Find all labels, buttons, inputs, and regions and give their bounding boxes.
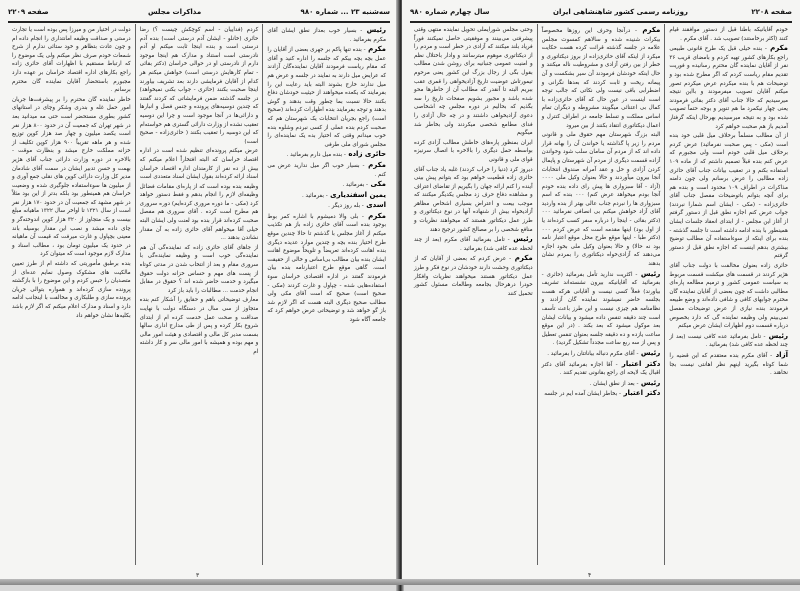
paragraph xyxy=(414,235,533,253)
speaker-name: حائری زاده xyxy=(345,150,386,159)
paragraph xyxy=(267,201,386,211)
paragraph-text: خودم آقایانیکه باطنا قبل از دستور موافقند قیام کنند (اکثر برخاستند) تصویب شد . آقای مکرم . xyxy=(669,27,788,42)
paragraph xyxy=(542,349,661,359)
paragraph-text: - بفرمائید . xyxy=(342,182,369,189)
left-page-columns xyxy=(8,24,390,565)
speaker-name: رئیس xyxy=(638,348,661,357)
right-page xyxy=(402,0,800,585)
paragraph xyxy=(669,26,788,43)
paragraph-text: بنده برطبق مأموریتی که داشته ام از طرز تعیین مالکیت های مشکوک وصول نمایم عده‌ای از متصدیان را حبس کردم و این موضوع را با بازگشته پرونده سازی کرده‌اند و همواره بتوالی جریان پرونده سازی و طلبکاری و مخالفت با اینجانب ادامه دارد و اسناد و مدارک اعلام میکنم که اگر لازم باشد بکلیه‌ها نشان خواهم داد xyxy=(11,261,131,319)
header-rule xyxy=(8,21,390,23)
right-page-header-title: روزنامه رسمی کشور شاهنشاهی ایران xyxy=(552,8,688,16)
speaker-name: رئیس xyxy=(509,235,533,244)
paragraph xyxy=(669,44,788,131)
paragraph xyxy=(267,161,386,179)
paragraph-text: البته بزرگ شهرستان مهم حقوق ملی و قانونی مردم را زیر پا گذاشته یا خواندن آن را بهانه قرار داده اند که از مردم آن سامان سلب شود وخواندن آزاده قسمت دیگری از مردم آن شهرستان و پایمال کردن آزادی و حل و عقد آمرانه صندوق انتخابات آنجا بیرون میآوردند و حالا بعنوان وکیل ملی ۰۰۰۰ (آزاد - آقا سبزواری ها پیش رای داده بنده خودم آنجا بودم میخواهد عرض کنم) ۰۰۰ بنده که اسم سبزواری ها را نبردم جناب عالی بهتر از بنده واردید آقای آزاد خواهش میکنم بی انصافی نفرمائید ۰۰۰ (دکتر بقائی - اینجا را درباره سفر کسب کرده‌اند یا از اول بود) اینها مقدمه است که عرض کردم ۰۰۰ (دکتر طبا - اینها موقع طرح محل موقع اعتبار نامه بود نه حالا) و حالا بعنوان وکیل ملی بخود اجازه می‌دهند که آزادی‌خواه دیکتاتوری را بمردم نشان بدهند xyxy=(541,132,661,268)
paragraph-text: - بفرمائید . xyxy=(302,192,328,199)
paragraph-text: کردم (فداییان - اسم کوچکش چیست ؟) رضا حائری (خانلو - ایشان آدم درستی است) بنده آدم درستی است و بنده اینجا ثابت میکنم او آدم نادرستی است استناد و مدارک هم اینجا موجود دارم از نادرستی او در حوالی خراسان (دکتر بقائی - تمام کارهایش درستی است) خواهش میکنم هر کدام از آقایان فرمایشی دارند بعد تشریف بیاورند اینجا صحبت بکنند (حائری - جواب بکنی نمیخواهد) در جلسه گذشته ضمن فرمایشاتی که کردند گفتند که چندین دوسیه‌های پرونده و جنس فصل و انبارها و دارائی‌ها در آنجا موجود است و چرا این دوسیه تعقیب نشده از وزارت دارائی گستری هم خواسته‌ام که این دوسیه را تعقیب بکنند ( حائری‌زاده - صحیح است) xyxy=(139,27,259,145)
right-page-header-page-number: صفحه ۲۲۰۸ xyxy=(751,8,792,16)
right-page-column-2 xyxy=(538,24,666,565)
paragraph-text: خاطر نماینده گان محترم را بر پیشرفت‌ها جریان امور حمل غله و بندری وشکر وچای در استانهای کشور بطوری مستحضر است حتی مه میدانید بعد در شهر تهران که جمعیت آن در حدود ۸۰۰ هزار نفر است یکصد میلیون و چهار صد هزار کوپن توزیع شده و هر ماهه تقریباً ۹۰۰ هزار کوپن تکلیف از خزانه مملکت خارج میشد و بنظارت موقت - بالاخره در دوره وزارت دارائی جناب آقای هژیر بهمت و حسن تدبیر ایشان در سمت آقای شادمان مدیر کل وزارت دارائی کوپن های نقلی جمع آوری و از میلیون ها سوءاستفاده جلوگیری شده و وضعیت خراسان هم همینطور بود بلکه بدتر از این بود مثلاً در شهر مشهد که جمعیت آن در حدود ۱۷۰ هزار نفر است از سال ۱۳۲۱ تا اواخر سال ۱۳۲۲ ماهیانه مبلغ بیست و یک متجاوز از ۳۲۰ هزار کوپن اندوخته‌گر و چای داده میشد و نصب این مقدار بوسیله باند معینی بچپاول و غارت میرفت که قیمت آن ماهیانه در حدود یک میلیون تومان بود ، مطالب اسناد و مدارک لازم موجود است که میتوان کرد xyxy=(11,96,131,258)
right-page-header xyxy=(410,6,792,18)
paragraph-text: - بنده خیلی قبل یک طرح قانونی طبیعی راجع بکارهای کشور تهیه کردم و بامضای قریب ۳۶ نفر از آقایان نماینده گان محترم رسانیده و فوریت تقدیم مقام ریاست کردم که اگر مطرح شده بود و توضیحات هم با بنده میکردم عرض میکردم تصور میکنم آقایان تصویب میفرمودند و بااین نتیجه میرسیدیم که حالا جناب آقای دکتر بقائی فرمودند یعنی چهار نیکمرد ما هم تنویر و بوجه حتماً تصویب شده بود و به نتیجه میرسیدیم بهرحال اینکه گرفتار آمدیم باز هم صحبت خواهم کرد xyxy=(669,46,788,130)
paragraph-text: وحتی مجلس شورایملی تحویل نماینده منتهی وقتی پیشرفتی می‌بینند و موفقیتی حاصل نمیکنند فوراً فریاد بلند میکنند که آزادی در خطر است و مردم را از دیکتاتوری موهوم میترسانند و وادار باختلال نظم و امنیت عمومی جنبانیه برای روشن شدن مطالب بقول بگی از رجال بزرگ این کشور یعنی مرحوم تیمورتاش عوضیت تاریخ آزادیخواهی را قمری عقب ببریم البته تا آنقدر که مطالب آن از خاطرها محو شده باشد و مجبور بشویم صفحات تاریخ را سه بگذیم که بحالیم در دوره مجلس چه اشخاصی دعوی آزادیخواهی داشتند و در چه حال آزادی را فدای مطامع شخصی میکردند ولی بخاطر شد میگویم xyxy=(413,27,533,137)
paragraph-text: از آن مطالب مسلماً برخلاف میل قلبی خود بنده است (مکی - پس صحبت نفرمائید) عرض کردم برخلاف میل قلبی خودم است ولی مجبورم که عرض کنم بنده قبلاً تصمیم داشتم که از ماده ۱۰۹ استفاده بکنم و در تعقیب بیانات جناب آقای حائری زاده مطالبی را عرض برسانم ولی چون دامنه مذاکرات در اطراف ۱۰۹ محدود است و بنده هم برای آنچه بتوانم باتوضیحات مفصل جناب آقای حائری‌زاده - (مکی - ایشان اسم شمارا نبردند) جواب عرض کنم اجازه نطق قبل از دستور گرفتم از آغاز این مجلس - از ابتدای انعقاد جلسات ایشان همینطور با بنده ادامه داشته است تا جلسه گذشته - بنده برای اینکه از سوءاستفاده آن مطالب توضیح بیشتری بدهم اینست که اجازه نطق قبل از دستور گرفتم xyxy=(669,133,788,260)
paragraph-text: ایران بمنظور پاره‌های خاطش مطالب آزادی کرده بواسطه حمل دیگری را بالاخره با اتصال سرنیزه قوای ملی و قانونی xyxy=(413,139,533,163)
paragraph-text: - تامل بفرمائید آقای مکرم (بعد از چند لحظه عده کافی شد) بفرمائید . xyxy=(413,237,533,252)
paragraph-text: - بنده تنها پاکم بر جهری بعضی از آقایان را عمل بچه بچه بیکم که جلسه را اداره کنید و آقای که مقام ریاست فرمودند آقایان نماینده‌گان آزادند که عرایض میل دارند به نمایند در جلسه و عرض هم میل ندارند خارج بشوند البته باید رعایت این را بفرمایند که یکعده میخواهند از حیثیت خودشان دفاع بکنند حالا نسبت بما چطور وقت بدهند و گوش بدهند و توجه بفرمایند بنده اظهارات کرده‌اند (صحیح است) راجع بجریان انتخابات یک شهرستان هم که صحبت کردم بنده عملی از کسی نبردم وشلوه بنده خوب میدانم وقتی که اختیار بده یک نماینده‌ای را مجلس شورای ملی طرفی xyxy=(267,47,386,148)
paragraph-text: - بسیار خوب اگر میل ندارید عرض می کنم . xyxy=(267,162,386,178)
paragraph xyxy=(12,96,131,259)
speaker-name: مکرم xyxy=(766,44,789,53)
right-page-column-1 xyxy=(665,24,792,565)
speaker-name: اسدی xyxy=(363,201,386,210)
header-rule xyxy=(410,21,792,23)
speaker-name: مکرم xyxy=(364,160,387,169)
paragraph xyxy=(669,332,788,350)
paragraph xyxy=(542,131,661,269)
paragraph xyxy=(542,379,661,389)
speaker-name: مکرم xyxy=(363,211,387,220)
left-page-header xyxy=(8,6,390,18)
right-page-column-3 xyxy=(410,24,538,565)
paragraph-text: - بلی والا دمیشوم با اشاره کمر بوط بوجود بنده است آقای حائری زاده باز هم تکذیب میکنم از آغاز مجلس با گذشتم تا حالا چندین موقع طرح اختیار بنده بچه و چندین موارد عدیده دیگری بنده اهانت کرده‌اند تعریضاً و تلویحاً موضوع اهانت ایشان بنده بیان مطالب بی‌اساس و خالی از حقیقت است. گاهی موقع طرح اعتبارنامه بنده بیان فرمودند گفتند در اداره اقتصادی خراسان سوء استفاده‌هایی شده - چپاول و غارت کردند (مکی - صحیح است) صحیح که است آقای مکی ولی مطالب صحیح دیگری البته هست که اگر لازم شد باز گو خواهد شد و توضیحاتی عرض خواهم کرد که جامعه آگاه شود xyxy=(267,213,386,323)
paragraph xyxy=(12,26,131,95)
paragraph xyxy=(414,26,533,138)
paragraph xyxy=(542,26,661,130)
paragraph-text: دیروز کرد (دنیا را خراب کردند) غلبه یاد جناب آقای حائری زاده قطعیت خواهم بود که بتوانم پیش بینی آینده را کنم ارائه جهان را بگیریم از تقاضای اعتراف و مشاهده دفاع حرف زد مجلس یکدیگر میکنند که موجب بیعت و اعتراض بسیاری اشخاص مظاهر آزادیخواه بیش از شنهاده آنها در نوع دیکتاتوری و طرز عمل دیکتاتور هستند که میخواهند نظریات و منافع شخصی را بر مصالح کشور ترجیح دهند xyxy=(413,166,533,233)
speaker-name: مکرم xyxy=(637,26,661,34)
paragraph xyxy=(267,212,386,325)
paragraph xyxy=(267,191,386,201)
paragraph xyxy=(669,351,788,378)
left-page-column-3 xyxy=(8,24,136,565)
paragraph xyxy=(140,296,259,356)
speaker-name: رئیس xyxy=(362,26,386,34)
paragraph xyxy=(414,166,533,235)
paragraph-text: - آقای مکرم بنده معتقدم که این قضیه را شما کوتاه بگیرید اینهم نظر اهانتی نیست بجا نخاهند . xyxy=(669,352,788,377)
paragraph xyxy=(140,147,259,181)
speaker-name: یمین اسفندیاری xyxy=(327,190,386,199)
paragraph xyxy=(669,262,788,331)
speaker-name: رئیس xyxy=(765,331,788,340)
paragraph-text: - درآنجا وحرف این روزها مخصوصاً بیکرات شنیده شده و سالاهم کمسوت مجلس علامه در جلسه گذشته قرائت کرده هست حکایت میکرد از اینکه آقای حائری‌زاده از بروز دیکتاتوری و خطر از بین رفتن آزادی و مشروطیت ناله میکنند و حال اینکه خودشان فرمودند آن سیر بشکست و آن پیمانه ریخت و ثابت کردند که بعدها نگرانی و اضطرابی باقی نیست ولی نکاتی که جالب توجه است اینست در عین حال که آقای حائری‌زاده با کمال بی اعتنائی میگویند مشروطه و دیگران تمام اساس مملکت و تسلط جامعه در اطراف کنترل و اعمال دیکتاتوری انتقاد بکنند از بین میرود xyxy=(541,28,661,129)
paragraph-text: - اکثریت ندارید تأمل بفرمائید (حائری - بفرمائید که آقایانیکه بیرون نشسته‌اند تشریف بیاورند) فعلاً کسی نیست و آقایانی هرکه هست بجلسه حاضر نمیشوند نماینده گان آزادند و نظامنامه هم چیزی نیست و این طرز باعث تأسف است چند دقیقه تنفس داده میشود و بیانات ایشان بعد موکول میشود که بعد بکند . (در این موقع ساعت یازده و ده دقیقه جلسه بعنوان تنفس تعطیل و پس از سه ربع ساعت مجدداً تشکیل گردید) . xyxy=(541,271,661,347)
paragraph-text: - بخاطر ایشان آمده ایم در جلسه xyxy=(544,391,622,398)
left-page-footer-number: ۳ xyxy=(196,572,200,579)
paragraph xyxy=(140,244,259,296)
paragraph-text: از جاهای آقای حائری زاده که نماینده‌گی آن هم نماینده‌گی خوب است و وظیفه نماینده‌گی با سروری مقام و بعد از انتخاب شدن در مدتی کوتاه از پست های مهم و حساس خزانه دولت حقوق میگیرد و خدمت حاضر شده اند ؟ حقوق در مقابل انجام خدمت ... مطالبات را باید باز کرد xyxy=(139,244,259,294)
speaker-name: مکرم xyxy=(365,45,386,54)
paragraph xyxy=(542,270,661,348)
paragraph-text: عرض میکنم پرونده‌ای تنظیم شده است در اداره اقتصاد خراسان که البته افتخاراً اعلام میکنم که بیش از ده نفر از کارمندان اداره اقتصاد خراسان اسناد ارائه کرده‌اند بقول ایشان اسناد متعددی است xyxy=(139,148,259,181)
speaker-name: مکرم xyxy=(511,254,533,263)
paragraph xyxy=(542,389,661,399)
paragraph-text: - بعد از نطق ایشان . xyxy=(589,380,639,387)
paragraph-text: - تامل بفرمائید عده کافی نیست (بعد از چند لحظه عده کافی شد) بفرمائید . xyxy=(669,333,788,349)
left-page-header-page-number: صفحه ۲۲۰۹ xyxy=(8,8,49,16)
paragraph xyxy=(669,132,788,261)
paragraph xyxy=(267,180,386,190)
left-page-header-issue: سه‌شنبه ۲۳ ... شماره ۹۸۰ xyxy=(300,8,390,16)
left-page-column-2 xyxy=(136,24,264,565)
paragraph-text: دولت در اختیار من و میرزا پس بوده است یا تجارت درستی و صداقت وظیفه امانتداری را انجام داده ام و چون عادت بتظاهر و خود ستائی ندارم از شرح شمعات خودم صرف نظر میکنم ولی یک موضوع را که ارتباط مستقیم با اظهارات آقای حائری زاده راجع بکارهای اداره اقتصاد خراسان بر عهده دارد مجبورم باستحضار آقایان نماینده گان محترم برسانم . xyxy=(11,27,131,94)
scan-bottom-edge xyxy=(0,579,800,585)
speaker-name: دکتر اعتبار xyxy=(617,359,661,368)
paragraph-text: معارف توضیحاتی باهم و حقایق را آشکار کنم بنده متجاوز از سی سال در دستگاه دولت با نهایت صداقت و صحت عمل خدمت کرده ام از ابتدای شروع بکار کرده و پس از طی مدارج اداری سالها بسمت مدیر کل مالی و اقتصادی و هیئت امور مالی و مهم بوده و همیشه با امور مالی سر و کار داشته ام xyxy=(139,297,259,355)
left-page-header-title: مذاکرات مجلس xyxy=(147,8,202,16)
paragraph xyxy=(542,360,661,378)
paragraph-text: - بسیار خوب بعداز نطق ایشان آقای مکرم بفرمائید . xyxy=(267,28,386,43)
paragraph-text: وظیفه بنده بوده است که از پاره‌ای مقامات فضائل وظیفه‌ای لازم را انجام بدهم و فقط دستور خواهد کرد (مکی - ما دوره مروری کرده‌ایم) دوره سروری هم مطرح است کرده . آقای سروری هم مفصل صحبت کرده‌اند قرار بنده بود لعنت ولی ایشان البته خیلی آقا میخواهم آقای حائری زاده به آن مقدار نشاندن بدهند ... xyxy=(139,183,259,242)
left-page-column-1 xyxy=(263,24,390,565)
left-page xyxy=(0,0,398,585)
paragraph-text: - آقای مکرم دنباله بیاناتتان را بفرمائید . xyxy=(547,350,639,357)
paragraph-text: - بنده میل دارم بفرمائید . xyxy=(286,152,346,159)
paragraph xyxy=(267,150,386,160)
paragraph-text: - بله روز دیگر . xyxy=(328,203,364,210)
paragraph xyxy=(140,26,259,146)
right-page-footer-number: ۴ xyxy=(588,572,592,579)
speaker-name: مکی xyxy=(368,180,386,189)
paragraph xyxy=(12,260,131,320)
paragraph xyxy=(140,183,259,243)
paragraph xyxy=(414,139,533,165)
right-page-columns xyxy=(410,24,792,565)
paragraph-text: حائری زاده بعنوان مخالفت با دولت جناب آقای هژیر کردند در قسمت های میکشت قسمت مربوط به سیاست عمومی کشور و ترمیم مطالعه پاره‌ای مطالبی داشت که چون بعضی از آقایان نماینده گان محترم جوابهای کافی و شافی داده‌اند و وضع طبیعه فرمودند بنده نیازی از عرض توضیحات مفصل نمی‌بینم ولی وظیفه نماینده گی که دارد بخصوص درباره قسمت دوم اظهارات ایشان عرض میکنم xyxy=(669,263,788,330)
paragraph-text: - آقا اجازه بفرمائید آقای دکتر اقبال یک لایحه ای راجع بقانونی تقدیم کنند . xyxy=(541,361,661,377)
speaker-name: رئیس xyxy=(638,378,661,387)
paragraph xyxy=(267,26,386,44)
paragraph xyxy=(414,254,533,298)
paragraph xyxy=(267,45,386,149)
speaker-name: آزاد xyxy=(772,350,788,359)
speaker-name: دکتر اعتبار xyxy=(621,389,661,398)
speaker-name: رئیس xyxy=(637,269,661,278)
right-page-header-issue: سال چهارم شماره ۹۸۰ xyxy=(410,8,490,16)
paragraph-text: - عرض کردم که بعضی از آقایان که از دیکتاتوری وحشت دارند خودشان در نوع فکر و طرز عمل دیکتاتور هستند میخواهند نظریات وافکار خودرا درهرحال بجامعه وطالعات مسئول کشور تحمیل کنند xyxy=(413,256,533,297)
